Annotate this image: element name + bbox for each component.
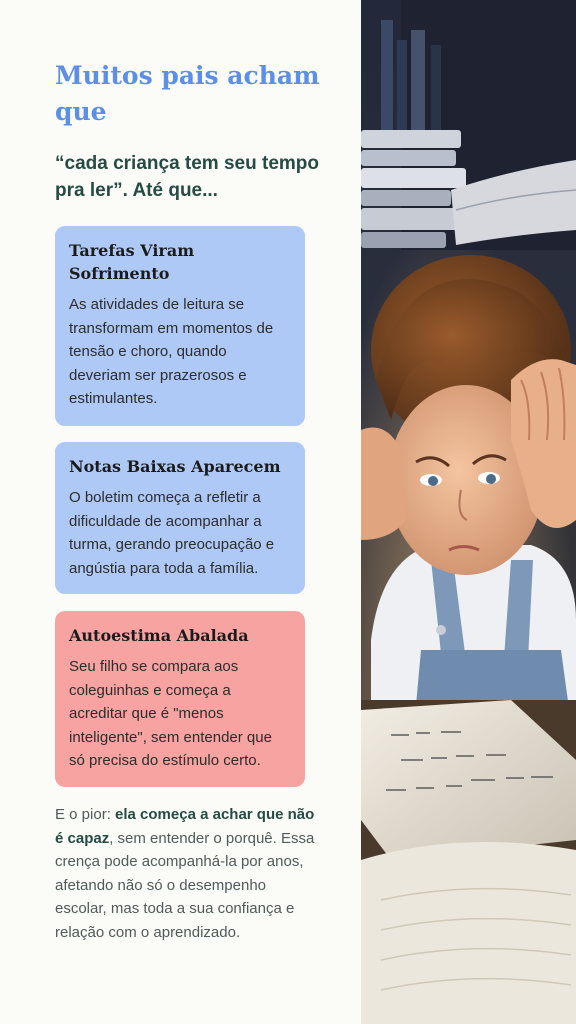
closing-intro: E o pior: bbox=[55, 806, 116, 823]
card-autoestima-abalada bbox=[55, 611, 305, 787]
card-tarefas-viram-sofrimento bbox=[55, 226, 305, 426]
closing-emphasis: ela começa a achar que não é capaz bbox=[55, 806, 315, 847]
headline: Muitos pais acham que bbox=[55, 61, 320, 126]
closing-rest: , sem entender o porquê. Essa crença pode acompanhá-la por anos, afetando não só o desempenho escolar, mas toda a sua confiança e relação com o aprendizado. bbox=[55, 829, 315, 941]
card-title: Autoestima Abalada bbox=[69, 626, 249, 645]
illustration-svg bbox=[361, 0, 576, 1024]
card-text: O boletim começa a refletir a dificuldade de acompanhar a turma, gerando preocupação e angústia para toda a família. bbox=[69, 489, 275, 577]
card-notas-baixas-aparecem bbox=[55, 442, 305, 594]
closing-paragraph bbox=[55, 803, 315, 944]
card-title: Notas Baixas Aparecem bbox=[69, 457, 281, 476]
stressed-child-illustration bbox=[361, 0, 576, 1024]
card-title: Tarefas Viram Sofrimento bbox=[69, 241, 195, 283]
card-text: As atividades de leitura se transformam em momentos de tensão e choro, quando deveriam ser prazerosos e estimulantes. bbox=[69, 296, 274, 407]
subheadline: “cada criança tem seu tempo pra ler”. Até que... bbox=[55, 153, 319, 201]
card-text: Seu filho se compara aos coleguinhas e começa a acreditar que é "menos inteligente", sem entender que só precisa do estímulo certo. bbox=[69, 658, 272, 769]
